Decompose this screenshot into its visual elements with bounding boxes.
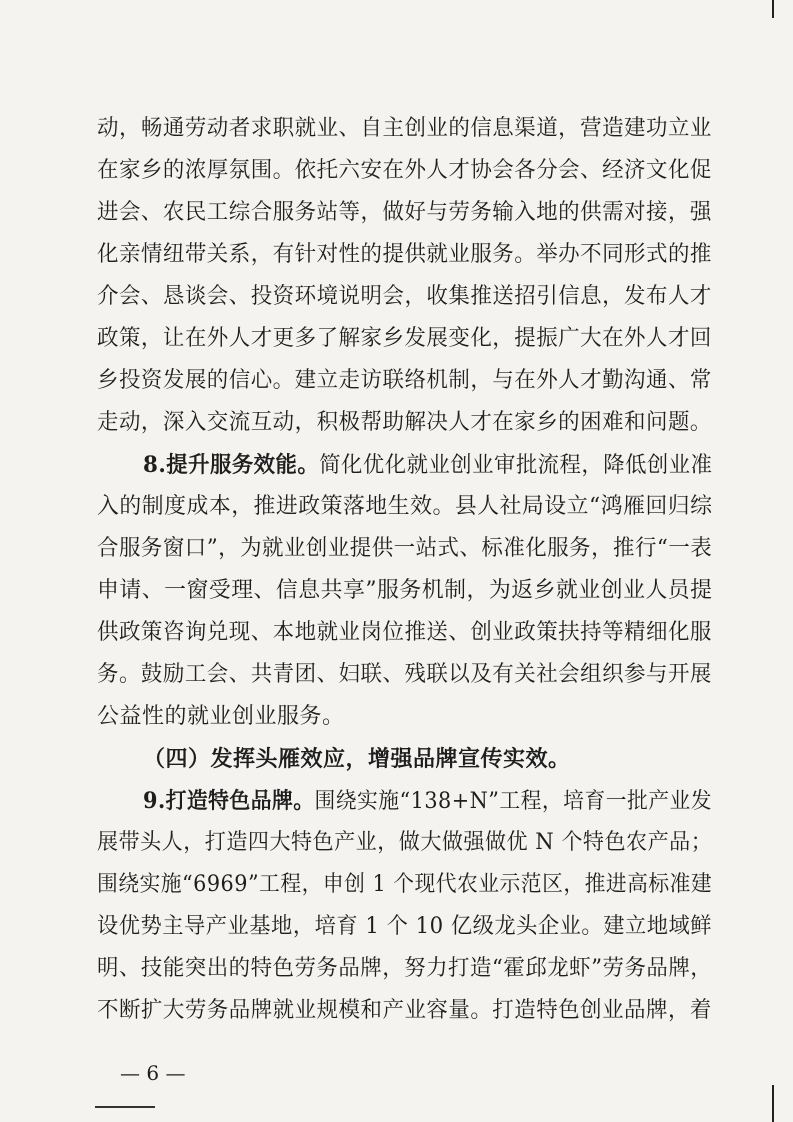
paragraph-1-line-8: 走动，深入交流互动，积极帮助解决人才在家乡的困难和问题。 (97, 410, 712, 435)
paragraph-1-line-1: 动，畅通劳动者求职就业、自主创业的信息渠道，营造建功立业 (97, 116, 712, 141)
bottom-rule (95, 1106, 155, 1108)
paragraph-3-line-4: 设优势主导产业基地，培育 1 个 10 亿级龙头企业。建立地域鲜 (97, 914, 712, 939)
bottom-right-crop-mark (772, 1085, 774, 1122)
item-9-text: 围绕实施“138+N”工程，培育一批产业发 (314, 789, 713, 814)
item-8-heading: 8.提升服务效能。 (143, 452, 320, 478)
paragraph-3-line-3: 围绕实施“6969”工程，申创 1 个现代农业示范区，推进高标准建 (97, 872, 713, 897)
paragraph-2-line-3: 合服务窗口”，为就业创业提供一站式、标准化服务，推行“一表 (97, 536, 713, 561)
top-right-crop-mark (772, 0, 774, 18)
section-heading: （四）发挥头雁效应，增强品牌宣传实效。 (143, 746, 571, 772)
paragraph-2-line-7: 公益性的就业创业服务。 (97, 704, 345, 729)
paragraph-3-line-2: 展带头人，打造四大特色产业，做大做强做优 N 个特色农产品； (97, 830, 713, 855)
item-8-text: 简化优化就业创业审批流程，降低创业准 (319, 453, 713, 478)
paragraph-1-line-4: 化亲情纽带关系，有针对性的提供就业服务。举办不同形式的推 (97, 242, 712, 267)
paragraph-1-line-7: 乡投资发展的信心。建立走访联络机制，与在外人才勤沟通、常 (97, 368, 712, 393)
paragraph-2-line-5: 供政策咨询兑现、本地就业岗位推送、创业政策扶持等精细化服 (97, 620, 712, 645)
paragraph-3-line-5: 明、技能突出的特色劳务品牌，努力打造“霍邱龙虾”劳务品牌， (97, 956, 713, 981)
paragraph-2-line-6: 务。鼓励工会、共青团、妇联、残联以及有关社会组织参与开展 (97, 662, 712, 687)
paragraph-3-line-1 (143, 779, 712, 824)
paragraph-2-line-2: 入的制度成本，推进政策落地生效。县人社局设立“鸿雁回归综 (97, 494, 713, 519)
paragraph-3-line-6: 不断扩大劳务品牌就业规模和产业容量。打造特色创业品牌，着 (97, 998, 712, 1023)
paragraph-1-line-3: 进会、农民工综合服务站等，做好与劳务输入地的供需对接，强 (97, 200, 712, 225)
paragraph-1-line-6: 政策，让在外人才更多了解家乡发展变化，提振广大在外人才回 (97, 326, 712, 351)
paragraph-1-line-5: 介会、恳谈会、投资环境说明会，收集推送招引信息，发布人才 (97, 284, 712, 309)
paragraph-2-line-4: 申请、一窗受理、信息共享”服务机制，为返乡就业创业人员提 (97, 578, 713, 603)
item-9-heading: 9.打造特色品牌。 (143, 788, 315, 814)
paragraph-1-line-2: 在家乡的浓厚氛围。依托六安在外人才协会各分会、经济文化促 (97, 158, 712, 183)
page-number: — 6 — (120, 1061, 186, 1085)
paragraph-2-line-1 (143, 443, 712, 488)
